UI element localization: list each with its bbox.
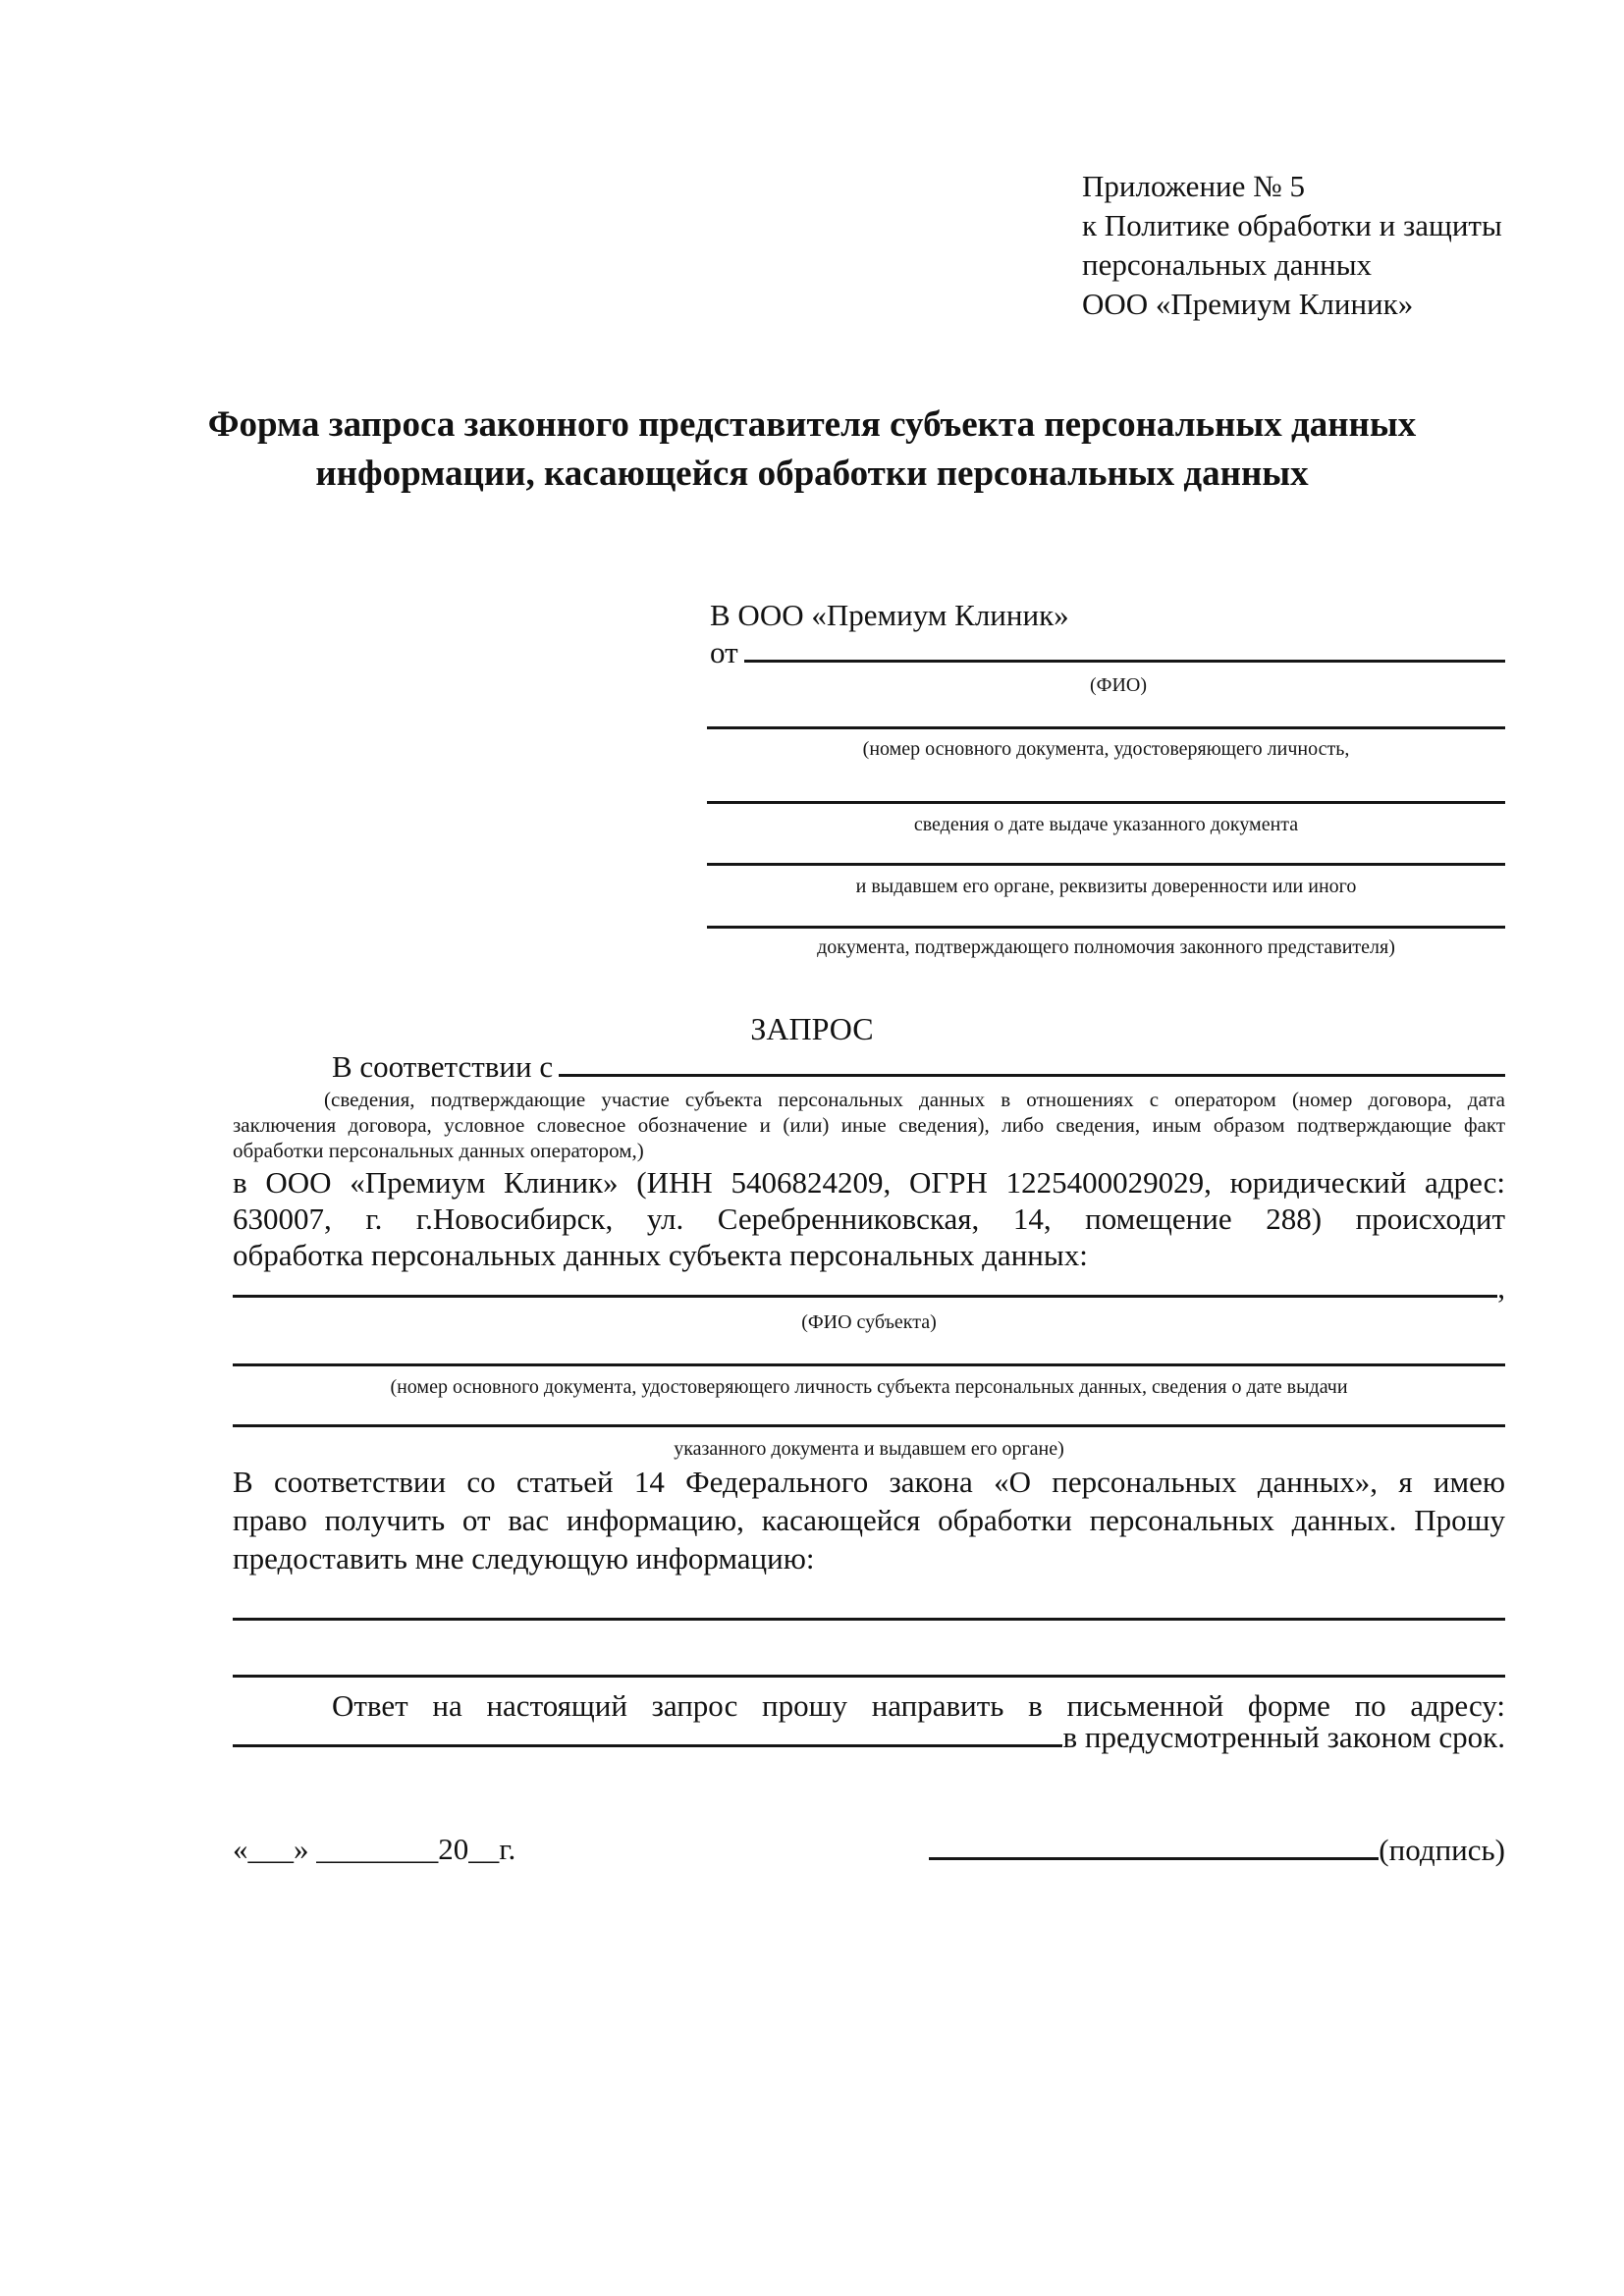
appendix-line-number: Приложение № 5 [1082,169,1305,203]
issue-date-field-line [707,801,1505,804]
reply-address-field-line [233,1742,1062,1747]
appendix-line-data: персональных данных [1082,247,1373,282]
appendix-line-policy: к Политике обработки и защиты [1082,208,1502,242]
subject-document-field-line-2 [233,1424,1505,1427]
accordance-field-row [332,1046,1505,1082]
requested-info-field-line-2 [233,1675,1505,1678]
authority-document-field-line [707,926,1505,929]
subject-fio-field-row [233,1269,1505,1303]
operator-paragraph [233,1164,1505,1273]
signature-field-line [929,1855,1379,1860]
from-field-row [710,632,1505,667]
subject-fio-caption: (ФИО субъекта) [801,1311,937,1333]
document-number-caption: (номер основного документа, удостоверяющего личность, [862,738,1350,760]
law-paragraph-line-2: право получить от вас информацию, касающейся обработки персональных данных. Прошу [233,1503,1505,1537]
law-paragraph [233,1463,1505,1577]
subject-document-caption-line-1: (номер основного документа, удостоверяющего личность субъекта персональных данных, сведения о дате выдачи [390,1376,1348,1398]
title-line-2: информации, касающейся обработки персональных данных [315,454,1309,494]
title-line-1: Форма запроса законного представителя субъекта персональных данных [207,404,1417,445]
addressee-org: В ООО «Премиум Клиник» [710,598,1069,632]
accordance-field-line [559,1072,1505,1077]
subject-document-caption-line-2: указанного документа и выдавшем его органе) [674,1438,1064,1460]
accordance-caption-line-2: заключения договора, условное словесное обозначение и (или) иные сведения), либо сведения, иным образом подтверждающие факт [233,1113,1505,1137]
law-paragraph-line-1: В соответствии со статьей 14 Федерального закона «О персональных данных», я имею [233,1465,1505,1499]
document-title [0,400,1624,499]
subject-document-field-line [233,1363,1505,1366]
accordance-caption-paragraph [233,1087,1505,1163]
fio-caption: (ФИО) [1089,674,1147,696]
appendix-line-org: ООО «Премиум Клиник» [1082,287,1414,321]
subject-fio-comma: , [1497,1270,1505,1305]
accordance-caption-line-1: (сведения, подтверждающие участие субъекта персональных данных в отношениях с оператором (номер договора, дата [324,1088,1505,1111]
signature-caption: (подпись) [1379,1833,1505,1867]
reply-paragraph-suffix: в предусмотренный законом срок. [1062,1720,1505,1754]
requested-info-field-line-1 [233,1618,1505,1621]
authority-document-caption: документа, подтверждающего полномочия законного представителя) [817,936,1395,958]
from-label: от [710,635,738,669]
issuing-authority-caption: и выдавшем его органе, реквизиты доверенности или иного [855,876,1357,897]
date-blank: «___» ________20__г. [233,1832,516,1866]
accordance-caption-line-3: обработки персональных данных оператором,) [233,1139,644,1162]
issuing-authority-field-line [707,863,1505,866]
from-field-line [744,658,1505,663]
operator-paragraph-line-3: обработка персональных данных субъекта персональных данных: [233,1238,1088,1272]
law-paragraph-line-3: предоставить мне следующую информацию: [233,1541,815,1575]
reply-address-field-row [233,1719,1505,1752]
appendix-block [1082,167,1514,324]
signature-field-row [929,1830,1505,1865]
request-heading: ЗАПРОС [750,1011,874,1046]
document-number-field-line [707,726,1505,729]
issue-date-caption: сведения о дате выдаче указанного документа [913,814,1299,835]
operator-paragraph-line-2: 630007, г. г.Новосибирск, ул. Серебренниковская, 14, помещение 288) происходит [233,1201,1505,1236]
subject-fio-field-line [233,1293,1497,1298]
reply-paragraph-line-1: Ответ на настоящий запрос прошу направить в письменной форме по адресу: [332,1688,1505,1723]
accordance-label: В соответствии с [332,1049,554,1084]
operator-paragraph-line-1: в ООО «Премиум Клиник» (ИНН 5406824209, ОГРН 1225400029029, юридический адрес: [233,1165,1505,1200]
